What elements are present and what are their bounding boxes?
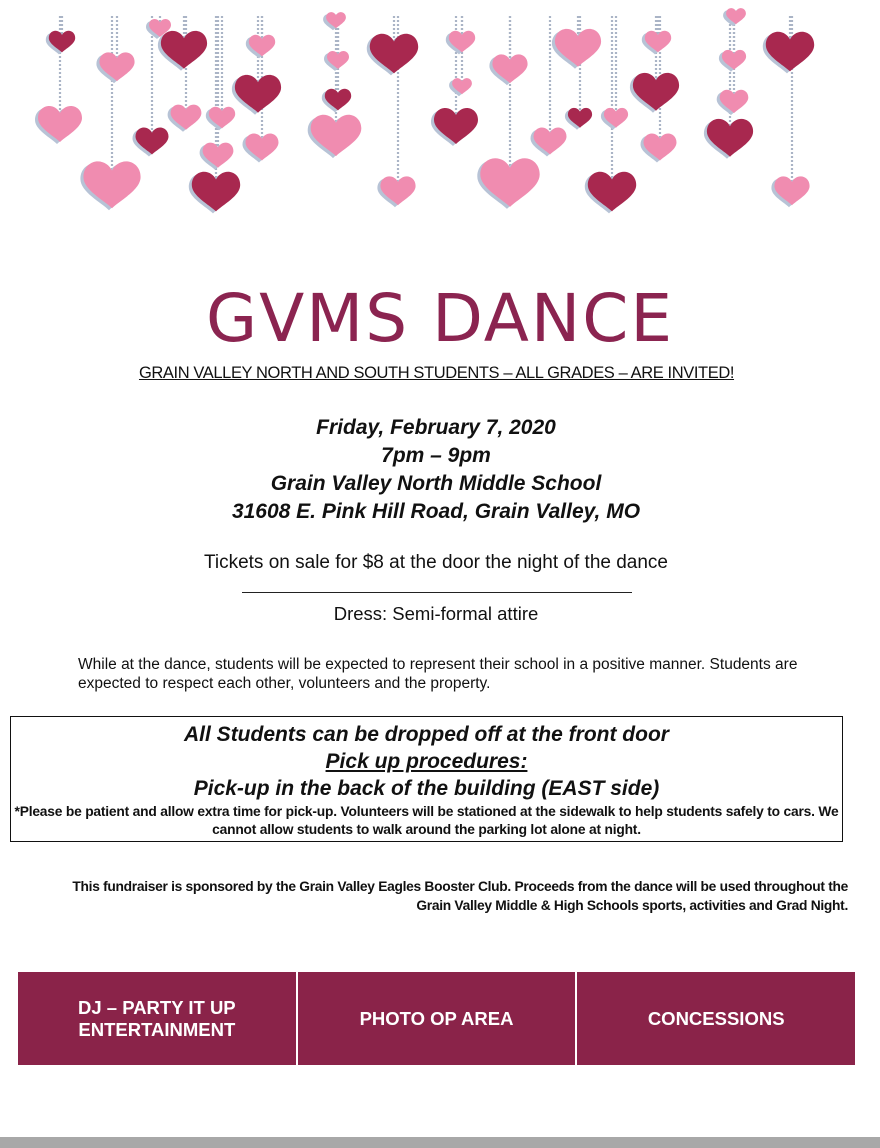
dropoff-line: All Students can be dropped off at the front door (184, 723, 669, 746)
pickup-procedures-box (10, 716, 843, 842)
divider-line (242, 592, 632, 593)
feature-dj: DJ – PARTY IT UP ENTERTAINMENT (78, 996, 236, 1040)
event-time: 7pm – 9pm (381, 444, 491, 467)
hanging-hearts-decoration (0, 0, 880, 230)
conduct-paragraph: While at the dance, students will be expected to represent their school in a positive manner. Students are expected to respect each other, volunteers and the property. (78, 656, 798, 692)
event-details (0, 414, 872, 526)
ticket-info: Tickets on sale for $8 at the door the night of the dance (203, 552, 669, 573)
event-date: Friday, February 7, 2020 (316, 416, 556, 439)
pickup-note: *Please be patient and allow extra time for pick-up. Volunteers will be stationed at the sidewalk to help students safely to cars. We cannot allow students to walk around the parking lot alone at night. (14, 804, 839, 837)
sponsor-note: This fundraiser is sponsored by the Grain Valley Eagles Booster Club. Proceeds from the dance will be used throughout the Grain Valley Middle & High Schools sports, activities and Grad Night. (72, 879, 848, 913)
footer-bar (0, 1137, 880, 1148)
pickup-heading: Pick up procedures: (325, 750, 528, 773)
feature-photo-op: PHOTO OP AREA (296, 972, 576, 1065)
features-band (18, 972, 855, 1065)
feature-concessions: CONCESSIONS (575, 972, 855, 1065)
invitation-line: GRAIN VALLEY NORTH AND SOUTH STUDENTS – ALL GRADES – ARE INVITED! (138, 364, 735, 382)
pickup-line: Pick-up in the back of the building (EAST side) (193, 777, 660, 800)
event-venue: Grain Valley North Middle School (270, 472, 602, 495)
dress-code: Dress: Semi-formal attire (333, 603, 539, 624)
event-address: 31608 E. Pink Hill Road, Grain Valley, MO (231, 500, 641, 523)
event-title: GVMS DANCE (205, 280, 675, 357)
